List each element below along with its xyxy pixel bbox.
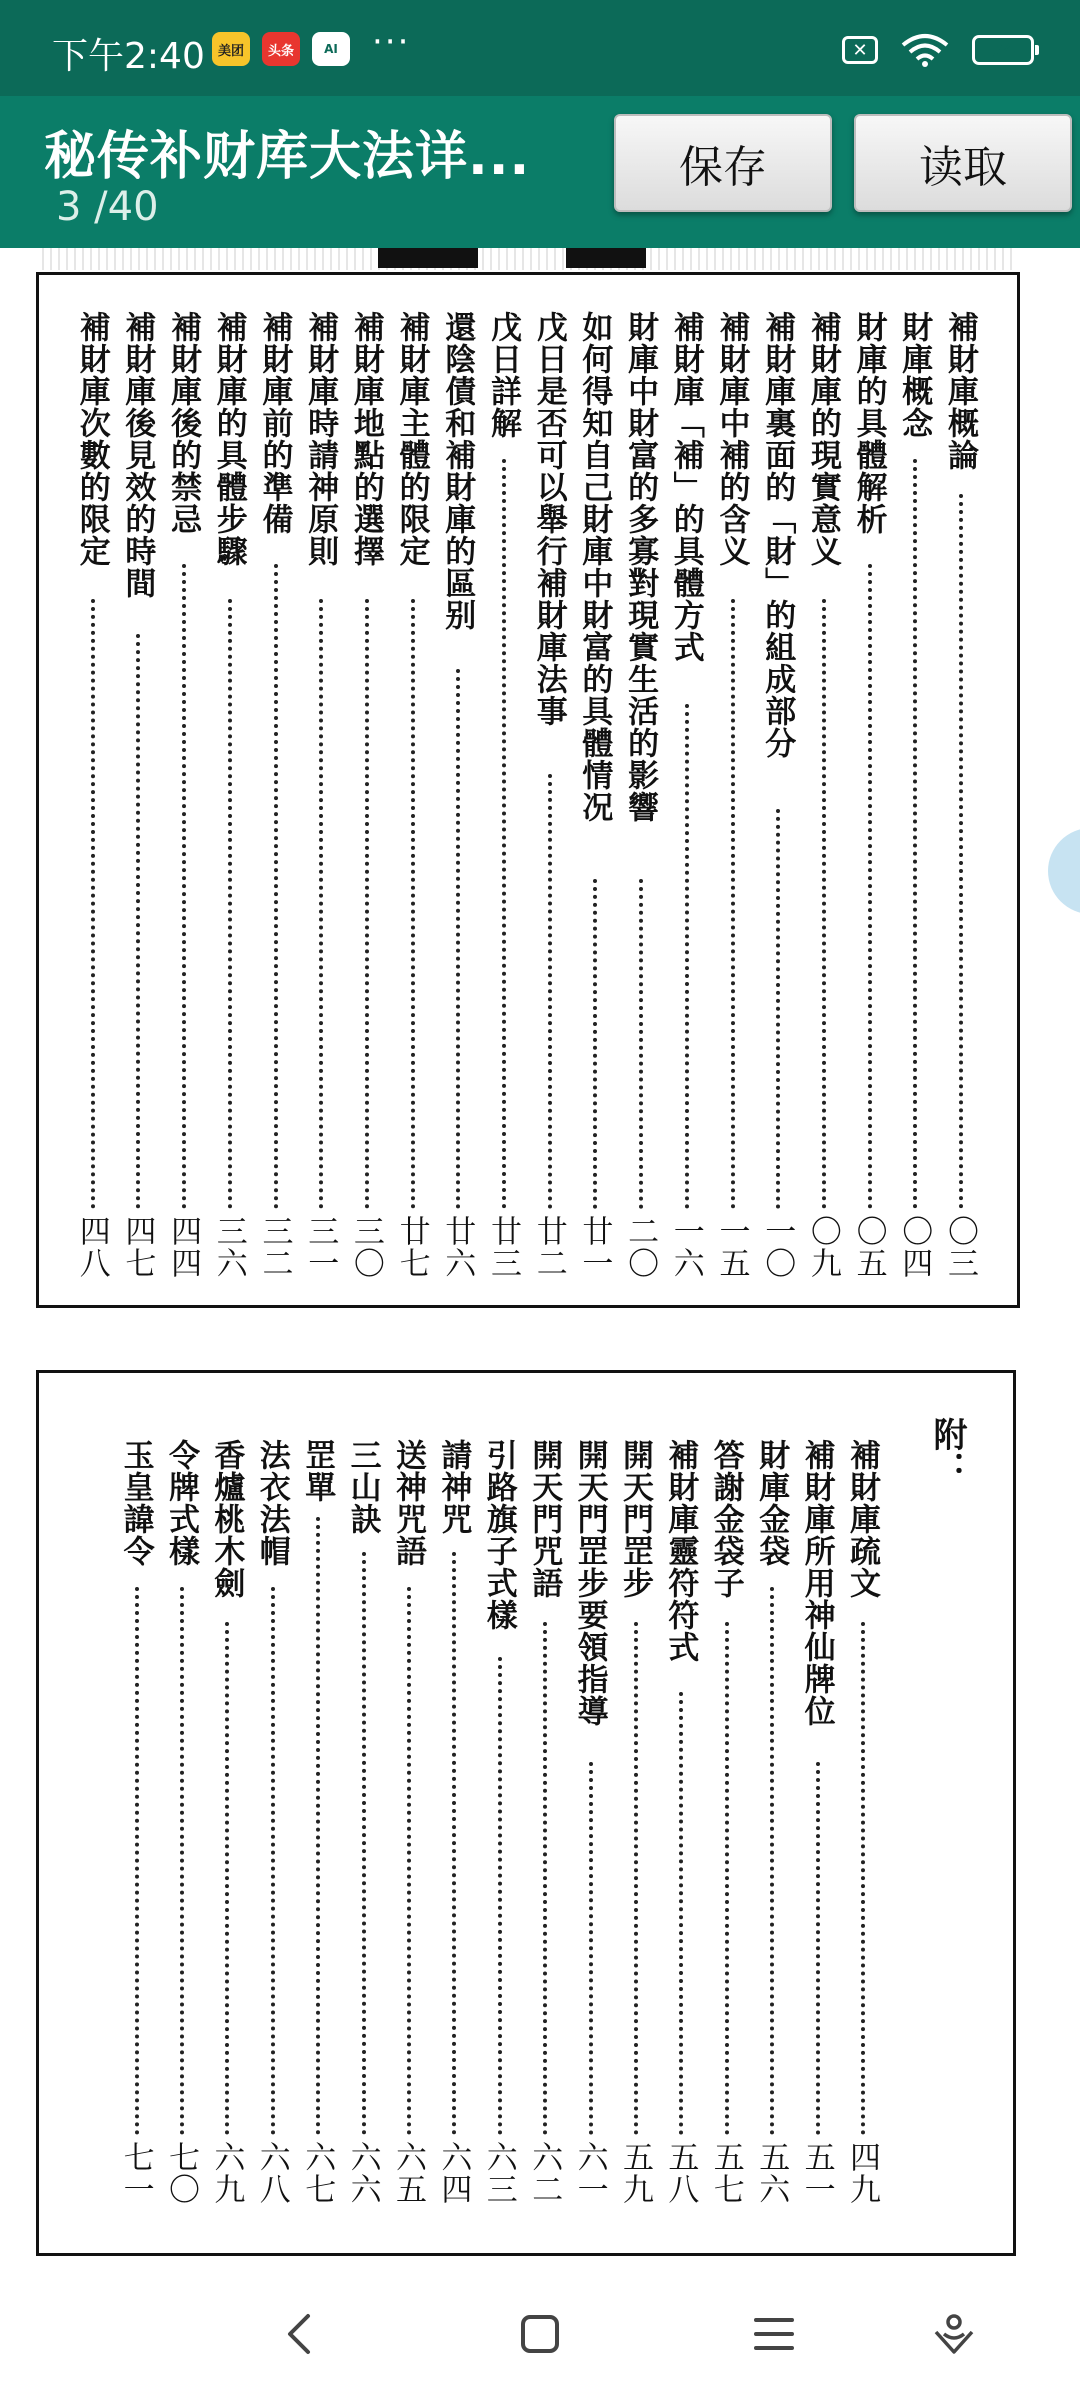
toutiao-app-icon: 头条 bbox=[262, 32, 300, 66]
toc-entry bbox=[391, 1439, 425, 2211]
toc-entry-page: 六二 bbox=[526, 2141, 563, 2205]
toc-entry bbox=[300, 1439, 334, 2211]
wifi-icon bbox=[900, 32, 950, 68]
toc-entry-page: 六一 bbox=[571, 2141, 608, 2205]
navigation-bar bbox=[0, 2268, 1080, 2400]
assistant-button[interactable] bbox=[926, 2306, 982, 2362]
side-scroll-handle[interactable] bbox=[1048, 828, 1080, 914]
leader-dots bbox=[543, 1622, 547, 2135]
toc-entry-page: 一六 bbox=[667, 1215, 704, 1279]
toc-entry-page: 二〇 bbox=[622, 1215, 659, 1279]
toc-entry bbox=[852, 311, 886, 1285]
toc-entry-title: 補財庫中補的含义 bbox=[713, 311, 750, 567]
leader-dots bbox=[731, 599, 735, 1209]
toc-entry bbox=[440, 311, 474, 1285]
toc-entry-page: 三六 bbox=[210, 1215, 247, 1279]
leader-dots bbox=[634, 1622, 638, 2135]
toc-entry-page: 五八 bbox=[662, 2141, 699, 2205]
load-button[interactable]: 读取 bbox=[854, 114, 1072, 212]
toc-entry-page: 七一 bbox=[117, 2141, 154, 2205]
leader-dots bbox=[589, 1762, 593, 2135]
document-title: 秘传补财库大法详... bbox=[44, 127, 531, 187]
page-indicator: 3 /40 bbox=[56, 184, 159, 230]
ai-app-icon: AI bbox=[312, 32, 350, 66]
toc-entry bbox=[760, 311, 794, 1285]
leader-dots bbox=[913, 459, 917, 1209]
toc-entry bbox=[255, 1439, 289, 2211]
toc-entry-title: 補財庫裏面的「財」的組成部分 bbox=[759, 311, 796, 759]
toc-entry bbox=[212, 311, 246, 1285]
back-button[interactable] bbox=[272, 2306, 328, 2362]
assistant-icon bbox=[930, 2310, 978, 2358]
toc-entry-page: 廿三 bbox=[485, 1215, 521, 1279]
toc-entry bbox=[166, 311, 200, 1285]
toc-entry-title: 補財庫的具體步驟 bbox=[210, 311, 247, 567]
leader-dots bbox=[770, 1587, 774, 2135]
toc-entry-title: 補財庫概論 bbox=[942, 311, 978, 471]
toc-entry-page: 六四 bbox=[435, 2141, 472, 2205]
toc-entry-title: 答謝金袋子 bbox=[707, 1439, 744, 1599]
back-icon bbox=[282, 2312, 318, 2356]
toc-entry-title: 補財庫次數的限定 bbox=[73, 311, 110, 567]
leader-dots bbox=[868, 564, 872, 1209]
toc-entry-page: 廿六 bbox=[439, 1215, 476, 1279]
leader-dots bbox=[271, 1587, 275, 2135]
scan-edge bbox=[36, 248, 1016, 270]
leader-dots bbox=[365, 599, 369, 1209]
toc-entry-page: 三〇 bbox=[347, 1215, 384, 1279]
leader-dots bbox=[362, 1552, 366, 2135]
leader-dots bbox=[502, 459, 506, 1209]
toc-entry-title: 補財庫所用神仙牌位 bbox=[798, 1439, 835, 1727]
toc-entry-title: 如何得知自己財庫中財富的具體情况 bbox=[576, 311, 613, 823]
home-button[interactable] bbox=[512, 2306, 568, 2362]
leader-dots bbox=[319, 599, 323, 1209]
toc-entry bbox=[669, 311, 703, 1285]
leader-dots bbox=[91, 599, 95, 1209]
toc-entry-title: 開天門罡步要領指導 bbox=[571, 1439, 608, 1727]
leader-dots bbox=[861, 1622, 865, 2135]
toc-entry-title: 法衣法帽 bbox=[253, 1439, 290, 1567]
battery-icon bbox=[972, 35, 1034, 65]
app-bar bbox=[0, 96, 1080, 248]
toc-entry-title: 開天門咒語 bbox=[526, 1439, 563, 1599]
meituan-app-icon: 美团 bbox=[212, 32, 250, 66]
toc-entry-page: 五九 bbox=[617, 2141, 653, 2205]
toc-entry bbox=[663, 1439, 697, 2211]
toc-entry-page: 四九 bbox=[844, 2141, 880, 2205]
toc-entry bbox=[119, 1439, 153, 2211]
appendix-label: 附： bbox=[927, 1417, 967, 1485]
toc-entry-page: 五七 bbox=[707, 2141, 744, 2205]
toc-entry-title: 補財庫主體的限定 bbox=[393, 311, 430, 567]
leader-dots bbox=[135, 1587, 139, 2135]
toc-entry-page: 六五 bbox=[390, 2141, 426, 2205]
toc-entry bbox=[800, 1439, 834, 2211]
toc-entry-page: 三二 bbox=[256, 1215, 293, 1279]
toc-entry bbox=[164, 1439, 198, 2211]
leader-dots bbox=[822, 599, 826, 1209]
toc-entry bbox=[258, 311, 292, 1285]
toc-entry bbox=[577, 311, 611, 1285]
more-notifications-icon: ··· bbox=[372, 22, 411, 62]
toc-entry-title: 補財庫疏文 bbox=[844, 1439, 880, 1599]
toc-entry-title: 補財庫後見效的時間 bbox=[119, 311, 156, 599]
toc-entry-title: 補財庫後的禁忌 bbox=[165, 311, 202, 535]
leader-dots bbox=[725, 1622, 729, 2135]
toc-entry bbox=[486, 311, 520, 1285]
toc-entry bbox=[845, 1439, 879, 2211]
toc-entry bbox=[709, 1439, 743, 2211]
toc-entry-title: 補財庫地點的選擇 bbox=[347, 311, 384, 567]
appendix-box bbox=[36, 1370, 1016, 2256]
toc-entry-page: 六八 bbox=[253, 2141, 290, 2205]
leader-dots bbox=[685, 704, 689, 1209]
leader-dots bbox=[274, 564, 278, 1209]
toc-entry bbox=[897, 311, 931, 1285]
toc-entry-page: 五六 bbox=[753, 2141, 790, 2205]
toc-entry-page: 六七 bbox=[299, 2141, 336, 2205]
toc-entry-title: 令牌式樣 bbox=[163, 1439, 199, 1567]
save-button[interactable]: 保存 bbox=[614, 114, 832, 212]
leader-dots bbox=[776, 809, 780, 1209]
toc-entry bbox=[75, 311, 109, 1285]
leader-dots bbox=[316, 1517, 320, 2135]
toc-entry-page: 一〇 bbox=[759, 1215, 796, 1279]
toc-entry bbox=[349, 311, 383, 1285]
leader-dots bbox=[452, 1552, 456, 2135]
toc-entry-page: 〇三 bbox=[942, 1215, 978, 1279]
toc-entry-page: 廿七 bbox=[393, 1215, 430, 1279]
toc-entry-title: 補財庫時請神原則 bbox=[302, 311, 339, 567]
toc-entry bbox=[943, 311, 977, 1285]
scan-mark bbox=[566, 248, 646, 268]
toc-entry bbox=[482, 1439, 516, 2211]
toc-entry-title: 開天門罡步 bbox=[617, 1439, 653, 1599]
toc-entry bbox=[715, 311, 749, 1285]
home-icon bbox=[518, 2312, 562, 2356]
toc-entry bbox=[806, 311, 840, 1285]
toc-entry bbox=[436, 1439, 470, 2211]
toc-entry bbox=[346, 1439, 380, 2211]
menu-icon bbox=[752, 2314, 796, 2354]
sim-off-icon: ✕ bbox=[842, 36, 878, 64]
leader-dots bbox=[228, 599, 232, 1209]
toc-entry-title: 財庫金袋 bbox=[753, 1439, 790, 1567]
toc-entry-page: 一五 bbox=[713, 1215, 750, 1279]
toc-entry bbox=[573, 1439, 607, 2211]
toc-entry-page: 六九 bbox=[208, 2141, 245, 2205]
leader-dots bbox=[456, 669, 460, 1209]
toc-entry-page: 六三 bbox=[480, 2141, 517, 2205]
toc-entry bbox=[532, 311, 566, 1285]
leader-dots bbox=[225, 1622, 229, 2135]
toc-entry-page: 廿一 bbox=[576, 1215, 613, 1279]
leader-dots bbox=[816, 1762, 820, 2135]
toc-entry-page: 五一 bbox=[798, 2141, 835, 2205]
leader-dots bbox=[593, 879, 597, 1209]
toc-entry-page: 七〇 bbox=[163, 2141, 199, 2205]
toc-entry-page: 廿二 bbox=[530, 1215, 567, 1279]
toc-entry-page: 四八 bbox=[73, 1215, 110, 1279]
toc-entry-title: 財庫中財富的多寡對現實生活的影響 bbox=[622, 311, 659, 823]
toc-box bbox=[36, 272, 1020, 1308]
toc-entry-title: 補財庫的現實意义 bbox=[804, 311, 841, 567]
toc-entry-title: 請神咒 bbox=[435, 1439, 472, 1535]
leader-dots bbox=[411, 599, 415, 1209]
toc-entry-page: 三一 bbox=[302, 1215, 339, 1279]
toc-entry-title: 玉皇諱令 bbox=[117, 1439, 154, 1567]
leader-dots bbox=[548, 774, 552, 1209]
leader-dots bbox=[639, 879, 643, 1209]
leader-dots bbox=[498, 1657, 502, 2135]
toc-entry-title: 送神咒語 bbox=[390, 1439, 426, 1567]
toc-entry bbox=[618, 1439, 652, 2211]
toc-entry-title: 補財庫靈符符式 bbox=[662, 1439, 699, 1663]
toc-entry bbox=[209, 1439, 243, 2211]
leader-dots bbox=[180, 1587, 184, 2135]
toc-entry-page: 〇九 bbox=[804, 1215, 841, 1279]
status-time: 下午2:40 bbox=[52, 36, 205, 77]
toc-entry-title: 還陰債和補財庫的區别 bbox=[439, 311, 476, 631]
toc-entry-title: 財庫的具體解析 bbox=[850, 311, 887, 535]
toc-entry-page: 〇四 bbox=[896, 1215, 933, 1279]
toc-entry-title: 戊日詳解 bbox=[485, 311, 521, 439]
toc-entry bbox=[754, 1439, 788, 2211]
toc-entry bbox=[623, 311, 657, 1285]
toc-entry-page: 〇五 bbox=[850, 1215, 887, 1279]
leader-dots bbox=[679, 1692, 683, 2135]
menu-button[interactable] bbox=[746, 2306, 802, 2362]
toc-entry-page: 四七 bbox=[119, 1215, 156, 1279]
toc-entry-title: 香爐桃木劍 bbox=[208, 1439, 245, 1599]
leader-dots bbox=[136, 634, 140, 1209]
toc-entry-page: 四四 bbox=[165, 1215, 202, 1279]
leader-dots bbox=[959, 494, 963, 1209]
toc-entry-title: 戊日是否可以舉行補財庫法事 bbox=[530, 311, 567, 727]
status-bar bbox=[0, 0, 1080, 96]
toc-entry-title: 補財庫前的準備 bbox=[256, 311, 293, 535]
toc-entry-page: 六六 bbox=[344, 2141, 381, 2205]
document-page[interactable] bbox=[0, 248, 1080, 2268]
leader-dots bbox=[182, 564, 186, 1209]
toc-entry-title: 財庫概念 bbox=[896, 311, 933, 439]
toc-entry bbox=[120, 311, 154, 1285]
toc-entry-title: 補財庫「補」的具體方式 bbox=[667, 311, 704, 663]
toc-entry-title: 三山訣 bbox=[344, 1439, 381, 1535]
toc-entry bbox=[395, 311, 429, 1285]
toc-entry bbox=[303, 311, 337, 1285]
status-icons bbox=[842, 30, 1034, 70]
toc-entry-title: 罡單 bbox=[299, 1439, 336, 1503]
toc-entry bbox=[527, 1439, 561, 2211]
battery-level: 74 bbox=[990, 39, 1016, 61]
leader-dots bbox=[407, 1587, 411, 2135]
scan-mark bbox=[378, 248, 478, 268]
toc-entry-title: 引路旗子式樣 bbox=[480, 1439, 517, 1631]
